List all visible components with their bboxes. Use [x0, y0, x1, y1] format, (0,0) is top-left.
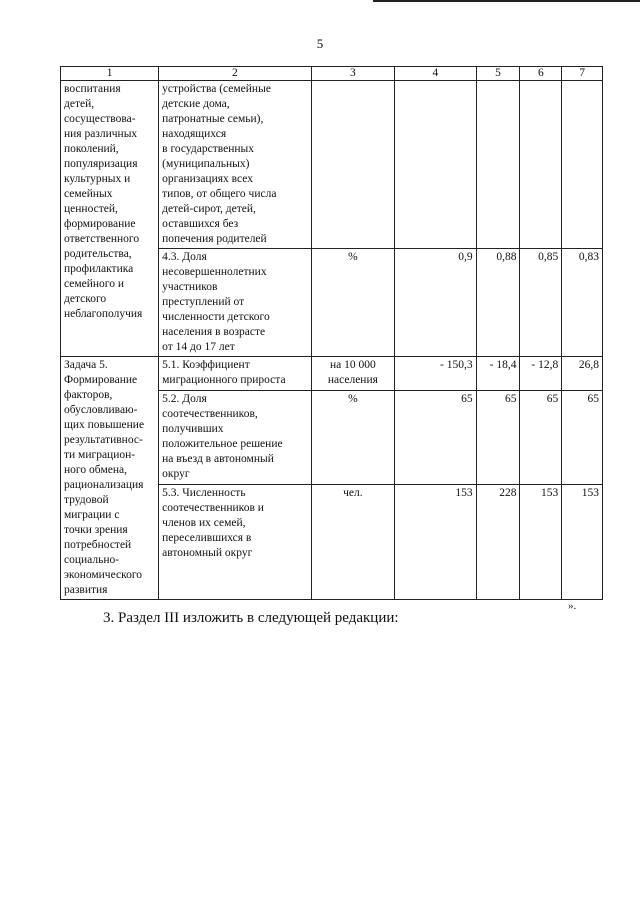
indicators-table [60, 66, 603, 600]
header-cell: 2 [159, 67, 311, 81]
indicator-description: 5.1. Коэффициент миграционного прироста [159, 357, 311, 391]
value-cell [520, 81, 562, 249]
value-cell: 65 [520, 390, 562, 484]
value-cell [395, 81, 476, 249]
value-cell: 26,8 [562, 357, 603, 391]
value-cell: 228 [476, 485, 520, 600]
header-cell: 5 [476, 67, 520, 81]
header-cell: 7 [562, 67, 603, 81]
task-5-cell: Задача 5. Формирование факторов, обусловливаю- щих повышение результативнос- ти миграцион- ного обмена, рационализация трудовой миграции с точки зрения потребностей социально- экономического развития [61, 357, 159, 600]
value-cell: 0,9 [395, 249, 476, 357]
value-cell: 153 [520, 485, 562, 600]
indicator-description: 4.3. Доля несовершеннолетних участников преступлений от численности детского населения в возрасте от 14 до 17 лет [159, 249, 311, 357]
closing-quote: ». [568, 600, 577, 612]
value-cell [562, 81, 603, 249]
value-cell: - 12,8 [520, 357, 562, 391]
value-cell [476, 81, 520, 249]
value-cell: 0,88 [476, 249, 520, 357]
unit-cell: % [311, 390, 395, 484]
task-4-cell: воспитания детей, сосуществова- ния различных поколений, популяризация культурных и семейных ценностей, формирование ответственного родительства, профилактика семейного и детского неблагополучия [61, 81, 159, 357]
unit-cell: % [311, 249, 395, 357]
value-cell: - 150,3 [395, 357, 476, 391]
top-rule [373, 0, 640, 2]
indicator-description: 5.3. Численность соотечественников и членов их семей, переселившихся в автономный округ [159, 485, 311, 600]
value-cell: 0,85 [520, 249, 562, 357]
value-cell: 65 [395, 390, 476, 484]
header-cell: 3 [311, 67, 395, 81]
unit-cell [311, 81, 395, 249]
value-cell: 65 [562, 390, 603, 484]
table-row [61, 81, 603, 249]
unit-cell: чел. [311, 485, 395, 600]
header-cell: 4 [395, 67, 476, 81]
value-cell: 0,83 [562, 249, 603, 357]
indicator-description: устройства (семейные детские дома, патронатные семьи), находящихся в государственных (муниципальных) организациях всех типов, от общего числа детей-сирот, детей, оставшихся без попечения родителей [159, 81, 311, 249]
value-cell: 153 [395, 485, 476, 600]
value-cell: - 18,4 [476, 357, 520, 391]
header-cell: 6 [520, 67, 562, 81]
header-row [61, 67, 603, 81]
value-cell: 65 [476, 390, 520, 484]
unit-cell: на 10 000 населения [311, 357, 395, 391]
table-row [61, 357, 603, 391]
indicator-description: 5.2. Доля соотечественников, получивших положительное решение на въезд в автономный округ [159, 390, 311, 484]
header-cell: 1 [61, 67, 159, 81]
page-number: 5 [316, 36, 324, 51]
section-paragraph: 3. Раздел III изложить в следующей редакции: [103, 610, 399, 626]
value-cell: 153 [562, 485, 603, 600]
